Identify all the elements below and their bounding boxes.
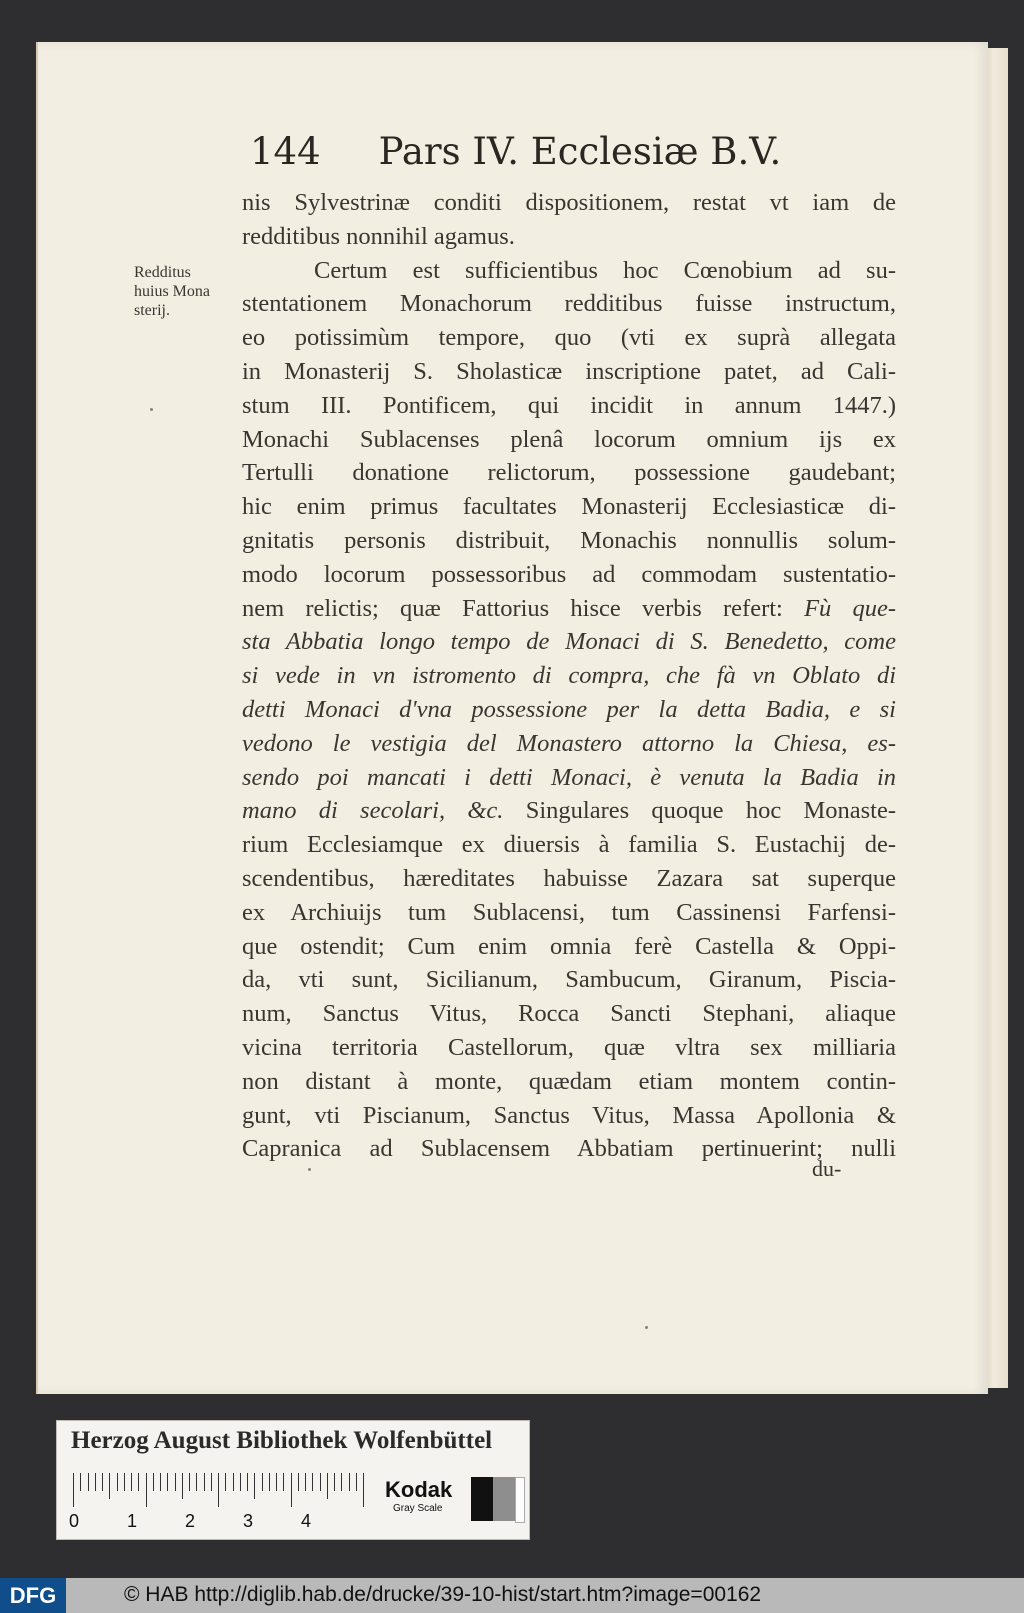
text-line: Capranica ad Sublacensem Abbatiam pertinuerint; nulli <box>242 1135 896 1163</box>
ruler-tick <box>204 1473 205 1491</box>
ruler-tick <box>88 1473 89 1491</box>
ruler-tick <box>109 1473 110 1499</box>
text-line: redditibus nonnihil agamus. <box>242 222 515 250</box>
ruler-tick <box>276 1473 277 1491</box>
text-line: ex Archiuijs tum Sublacensi, tum Cassinensi Farfensi- <box>242 898 896 926</box>
text-line: da, vti sunt, Sicilianum, Sambucum, Giranum, Piscia- <box>242 966 896 994</box>
text-line: non distant à monte, quædam etiam montem contin- <box>242 1067 896 1095</box>
text-line: stum III. Pontificem, qui incidit in annum 1447.) <box>242 391 896 419</box>
page-header <box>250 130 781 173</box>
ruler-tick <box>146 1473 147 1507</box>
margin-note-line: Redditus <box>134 264 191 281</box>
ruler-tick <box>349 1473 350 1491</box>
margin-note-line: sterij. <box>134 302 170 319</box>
text-line: hic enim primus facultates Monasterij Ecclesiasticæ di- <box>242 493 896 521</box>
ruler-tick <box>356 1473 357 1491</box>
ruler-tick <box>160 1473 161 1491</box>
ruler-tick <box>320 1473 321 1491</box>
measurement-ruler <box>73 1473 367 1509</box>
text-line-mixed <box>242 794 896 828</box>
catchword: du- <box>812 1156 842 1181</box>
ruler-tick <box>196 1473 197 1491</box>
page-number: 144 <box>250 130 321 173</box>
ruler-tick <box>218 1473 219 1507</box>
text-line: scendentibus, hæreditates habuisse Zazara sat superque <box>242 864 896 892</box>
text-line: Monachi Sublacenses plenâ locorum omnium ijs ex <box>242 425 896 453</box>
margin-note-line: huius Mona <box>134 283 210 300</box>
ruler-tick <box>283 1473 284 1491</box>
text-line: gunt, vti Piscianum, Sanctus Vitus, Massa Apollonia & <box>242 1101 896 1129</box>
ruler-tick <box>175 1473 176 1491</box>
gray-swatch-white <box>515 1477 525 1523</box>
gray-swatch-black <box>471 1477 493 1521</box>
ruler-tick <box>363 1473 364 1507</box>
text-line: stentationem Monachorum redditibus fuisse instructum, <box>242 290 896 318</box>
gray-scale-label: Gray Scale <box>393 1503 443 1514</box>
text-line: gnitatis personis distribuit, Monachis nonnullis solum- <box>242 526 896 554</box>
italic-line: detti Monaci d'vna possessione per la detta Badia, e si <box>242 695 896 723</box>
italic-segment: mano di secolari, &c. <box>242 797 504 825</box>
text-line: num, Sanctus Vitus, Rocca Sancti Stephani, aliaque <box>242 1000 896 1028</box>
copyright-url[interactable]: © HAB http://diglib.hab.de/drucke/39-10-hist/start.htm?image=00162 <box>124 1583 762 1606</box>
ruler-number: 0 <box>69 1511 80 1531</box>
ruler-tick <box>95 1473 96 1491</box>
text-line: in Monasterij S. Sholasticæ inscriptione patet, ad Cali- <box>242 357 896 385</box>
text-line: Tertulli donatione relictorum, possessione gaudebant; <box>242 459 896 487</box>
ruler-tick <box>153 1473 154 1491</box>
body-text <box>242 186 896 1166</box>
library-name: Herzog August Bibliothek Wolfenbüttel <box>71 1427 493 1454</box>
text-segment: Singulares quoque hoc Monaste- <box>525 797 896 825</box>
italic-line: si vede in vn istromento di compra, che fà vn Oblato di <box>242 662 896 690</box>
ruler-tick <box>138 1473 139 1491</box>
paper-speck <box>645 1326 648 1329</box>
ruler-tick <box>233 1473 234 1491</box>
text-line: rium Ecclesiamque ex diuersis à familia S. Eustachij de- <box>242 831 896 859</box>
italic-line: vedono le vestigia del Monastero attorno la Chiesa, es- <box>242 729 896 757</box>
ruler-tick <box>167 1473 168 1491</box>
ruler-tick <box>117 1473 118 1491</box>
ruler-tick <box>124 1473 125 1491</box>
ruler-tick <box>247 1473 248 1491</box>
text-line: vicina territoria Castellorum, quæ vltra sex milliaria <box>242 1033 896 1061</box>
footer-bar <box>0 1578 1024 1613</box>
italic-line: sendo poi mancati i detti Monaci, è venuta la Badia in <box>242 763 896 791</box>
paper-speck <box>308 1168 311 1171</box>
ruler-tick <box>225 1473 226 1491</box>
library-color-card <box>56 1420 530 1540</box>
ruler-tick <box>240 1473 241 1491</box>
ruler-tick <box>341 1473 342 1491</box>
ruler-number: 1 <box>127 1511 138 1531</box>
kodak-logo: Kodak <box>385 1477 453 1502</box>
italic-line: sta Abbatia longo tempo de Monaci di S. Benedetto, come <box>242 628 896 656</box>
ruler-tick <box>80 1473 81 1491</box>
ruler-tick <box>298 1473 299 1491</box>
dfg-logo[interactable]: DFG <box>0 1578 66 1613</box>
ruler-tick <box>269 1473 270 1491</box>
text-line: nis Sylvestrinæ conditi dispositionem, restat vt iam de <box>242 189 896 216</box>
ruler-tick <box>327 1473 328 1499</box>
italic-segment: Fù que- <box>804 594 897 622</box>
ruler-tick <box>73 1473 74 1507</box>
ruler-tick <box>189 1473 190 1491</box>
text-line: que ostendit; Cum enim omnia ferè Castella & Oppi- <box>242 932 896 960</box>
running-title: Pars IV. Ecclesiæ B.V. <box>378 130 782 173</box>
ruler-tick <box>262 1473 263 1491</box>
margin-note <box>134 263 246 320</box>
ruler-number: 2 <box>185 1511 196 1531</box>
ruler-tick <box>254 1473 255 1499</box>
ruler-tick <box>131 1473 132 1491</box>
ruler-tick <box>291 1473 292 1507</box>
ruler-tick <box>102 1473 103 1491</box>
text-line: eo potissimùm tempore, quo (vti ex suprà allegata <box>242 324 896 352</box>
text-line: modo locorum possessoribus ad commodam sustentatio- <box>242 560 896 588</box>
text-line-mixed <box>242 592 896 626</box>
paper-speck <box>150 408 153 411</box>
ruler-tick <box>211 1473 212 1491</box>
text-segment: nem relictis; quæ Fattorius hisce verbis refert: <box>242 594 783 622</box>
ruler-tick <box>305 1473 306 1491</box>
gray-swatch-mid <box>493 1477 515 1521</box>
ruler-number: 4 <box>301 1511 312 1531</box>
ruler-number: 3 <box>243 1511 254 1531</box>
ruler-tick <box>312 1473 313 1491</box>
ruler-tick <box>334 1473 335 1491</box>
ruler-tick <box>182 1473 183 1499</box>
text-line: Certum est sufficientibus hoc Cœnobium ad su- <box>314 256 896 284</box>
